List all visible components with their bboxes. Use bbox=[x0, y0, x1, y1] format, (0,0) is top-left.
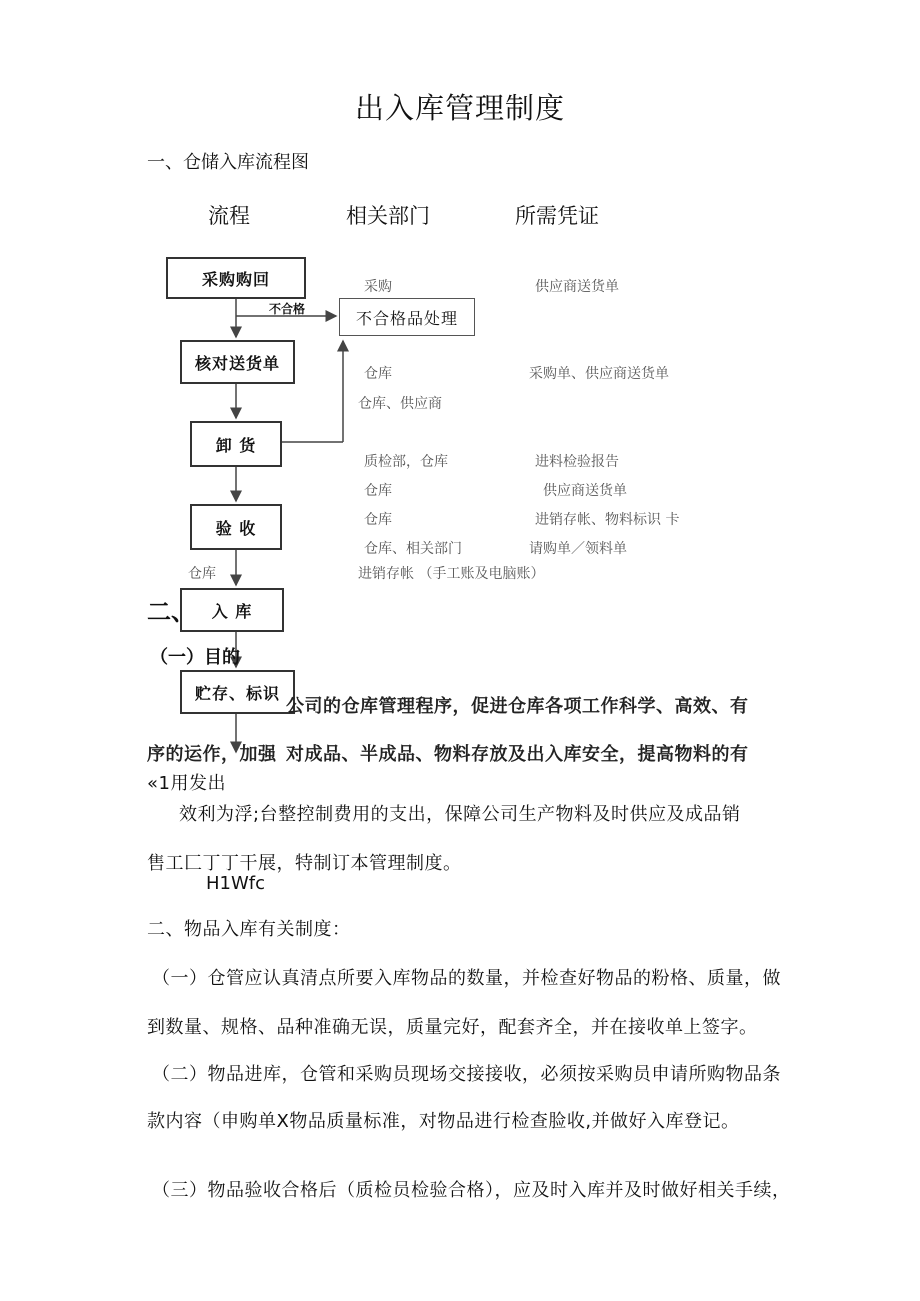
rule-2-line-1: （二）物品进库，仓管和采购员现场交接接收，必须按采购员申请所购物品条 bbox=[152, 1064, 781, 1085]
purpose-line-1: 公司的仓库管理程序，促进仓库各项工作科学、高效、有 bbox=[286, 696, 749, 717]
dept-row-3: 仓库、供应商 bbox=[358, 396, 442, 412]
column-header-flow: 流程 bbox=[208, 204, 250, 228]
purpose-line-2a: 序的运作，加强 bbox=[147, 744, 277, 765]
body-line-3: H1Wfc bbox=[206, 873, 266, 894]
doc-row-4: 进料检验报告 bbox=[535, 454, 619, 470]
ledger-note: 进销存帐 （手工账及电脑账） bbox=[358, 566, 545, 582]
rule-3-line-1: （三）物品验收合格后（质检员检验合格），应及时入库并及时做好相关手续， bbox=[152, 1180, 791, 1201]
flow-box-check: 核对送货单 bbox=[180, 340, 295, 384]
rule-1-line-2: 到数量、规格、品种准确无误，质量完好，配套齐全，并在接收单上签字。 bbox=[147, 1017, 758, 1038]
flow-box-stock: 贮存、标识 bbox=[180, 670, 295, 714]
flow-box-purchase: 采购购回 bbox=[166, 257, 306, 299]
flow-box-unload: 卸 货 bbox=[190, 421, 282, 467]
body-line-1: 效利为浮;台整控制费用的支出，保障公司生产物料及时供应及成品销 bbox=[179, 804, 741, 825]
body-line-2: 售工匚丁丁干展，特制订本管理制度。 bbox=[147, 853, 462, 874]
flow-box-store: 入 库 bbox=[180, 588, 284, 632]
dept-row-5: 仓库 bbox=[364, 483, 392, 499]
flow-box-reject: 不合格品处理 bbox=[339, 298, 475, 336]
rule-2-line-2: 款内容（申购单X物品质量标准，对物品进行检查脸收,并做好入库登记。 bbox=[147, 1111, 740, 1132]
doc-row-6: 进销存帐、物料标识 卡 bbox=[535, 512, 680, 528]
doc-row-5: 供应商送货单 bbox=[543, 483, 627, 499]
purpose-line-2b: 对成品、半成品、物料存放及出入库安全，提高物料的有 bbox=[286, 744, 749, 765]
dept-row-2: 仓库 bbox=[364, 366, 392, 382]
page-title: 出入库管理制度 bbox=[354, 91, 565, 125]
flow-box-inspect: 验 收 bbox=[190, 504, 282, 550]
side-label-warehouse: 仓库 bbox=[188, 566, 216, 582]
doc-row-1: 供应商送货单 bbox=[535, 279, 619, 295]
rule-1-line-1: （一）仓管应认真清点所要入库物品的数量，并检查好物品的粉格、质量，做 bbox=[152, 968, 781, 989]
purpose-line-3: «1用发出 bbox=[147, 773, 226, 794]
section2-mark: 二、 bbox=[147, 598, 195, 626]
column-header-docs: 所需凭证 bbox=[515, 204, 599, 228]
dept-row-4: 质检部，仓库 bbox=[364, 454, 448, 470]
reject-label: 不合格 bbox=[269, 302, 306, 316]
purpose-heading: （一）目的 bbox=[150, 647, 240, 668]
column-header-dept: 相关部门 bbox=[346, 204, 430, 228]
dept-row-1: 采购 bbox=[364, 279, 392, 295]
section-heading-inbound: 二、物品入库有关制度： bbox=[147, 919, 351, 940]
doc-row-2: 采购单、供应商送货单 bbox=[529, 366, 669, 382]
dept-row-7: 仓库、相关部门 bbox=[364, 541, 462, 557]
doc-row-7: 请购单／领料单 bbox=[529, 541, 627, 557]
section-heading-flowchart: 一、仓储入库流程图 bbox=[147, 152, 309, 173]
dept-row-6: 仓库 bbox=[364, 512, 392, 528]
